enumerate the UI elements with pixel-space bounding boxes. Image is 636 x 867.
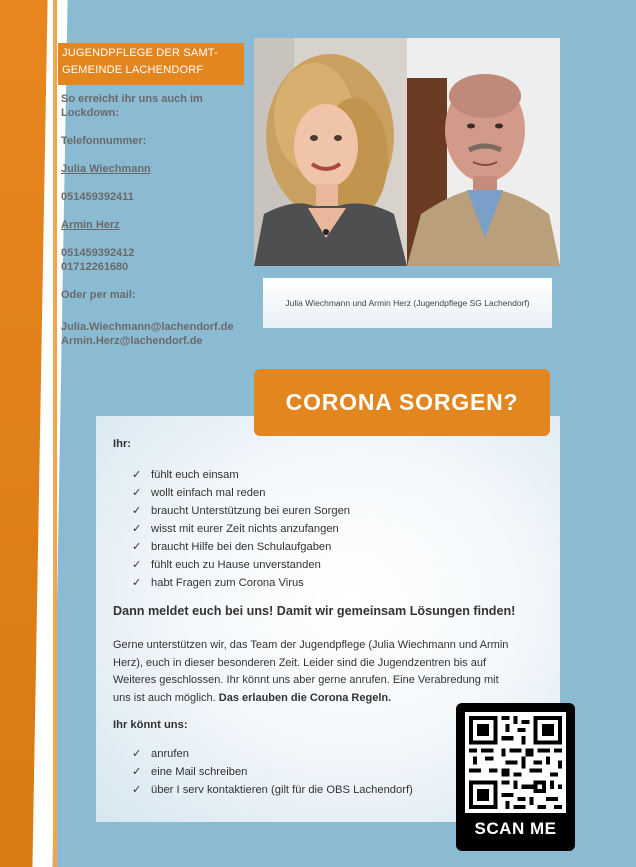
callout: Dann meldet euch bei uns! Damit wir gemeinsam Lösungen finden! [113,604,516,618]
qr-code[interactable] [456,703,575,851]
list-item-label: fühlt euch zu Hause unverstanden [151,559,321,571]
person2-phone-1: 051459392412 [61,247,135,259]
person2-name: Armin Herz [61,219,120,231]
qr-label: SCAN ME [474,819,557,838]
checkmark-icon: ✓ [132,577,142,589]
checkmark-icon: ✓ [132,748,142,760]
contact-intro-2: Lockdown: [61,107,120,119]
checkmark-icon: ✓ [132,469,142,481]
list-item [132,538,350,556]
photo-armin-image [407,38,560,266]
list-item [132,763,413,781]
paragraph-line-2: Herz), euch in dieser besonderen Zeit. Leider sind die Jugendzentren bis auf [113,656,487,669]
left-thin-stripe [53,0,57,867]
list-item [132,781,413,799]
page-title: CORONA SORGEN? [254,369,550,436]
paragraph-line-4-plain: uns ist auch möglich. [113,691,219,704]
checkmark-icon: ✓ [132,784,142,796]
checkmark-icon: ✓ [132,487,142,499]
list-item [132,574,350,592]
list-item [132,745,413,763]
photo-julia [254,38,407,266]
list-item-label: wollt einfach mal reden [151,487,266,499]
list-item-label: braucht Unterstützung bei euren Sorgen [151,505,351,517]
photo-caption: Julia Wiechmann und Armin Herz (Jugendpflege SG Lachendorf) [263,278,552,328]
person1-phone: 051459392411 [61,191,134,203]
person2-phone-2: 01712261680 [61,261,129,273]
mail-2[interactable]: Armin.Herz@lachendorf.de [61,335,203,347]
section2-heading: Ihr könnt uns: [113,719,188,731]
list-item-label: habt Fragen zum Corona Virus [151,577,304,589]
list-item [132,502,350,520]
paragraph [113,637,553,707]
checkmark-icon: ✓ [132,559,142,571]
paragraph-line-4-bold: Das erlauben die Corona Regeln. [218,691,392,704]
list-item [132,484,350,502]
paragraph-line-3: Weiteres geschlossen. Ihr könnt uns aber gerne anrufen. Eine Verabredung mit [113,674,499,686]
photo-armin [407,38,560,266]
photo-julia-image [254,38,407,266]
section1-list [132,466,350,592]
list-item-label: eine Mail schreiben [151,766,248,778]
paragraph-line-1: Gerne unterstützen wir, das Team der Jugendpflege (Julia Wiechmann und Armin [113,639,509,651]
org-line-2: GEMEINDE LACHENDORF [62,64,204,76]
checkmark-icon: ✓ [132,523,142,535]
list-item-label: anrufen [151,748,189,760]
checkmark-icon: ✓ [132,541,142,553]
list-item [132,520,350,538]
qr-code-pattern [465,712,566,813]
checkmark-icon: ✓ [132,766,142,778]
list-item-label: über I serv kontaktieren (gilt für die OBS Lachendorf) [151,784,413,796]
contact-intro-1: So erreicht ihr uns auch im [61,93,203,105]
phone-label: Telefonnummer: [61,135,147,147]
list-item-label: wisst mit eurer Zeit nichts anzufangen [151,523,339,535]
qr-icon [465,712,566,813]
mail-label: Oder per mail: [61,289,136,301]
list-item-label: fühlt euch einsam [151,469,239,481]
list-item-label: braucht Hilfe bei den Schulaufgaben [151,541,332,553]
org-header [58,43,244,85]
section2-list [132,745,413,799]
mail-1[interactable]: Julia.Wiechmann@lachendorf.de [61,321,234,333]
person1-name: Julia Wiechmann [61,163,151,175]
list-item [132,466,350,484]
checkmark-icon: ✓ [132,505,142,517]
list-item [132,556,350,574]
section1-heading: Ihr: [113,438,132,450]
contact-block [61,92,251,348]
org-line-1: JUGENDPFLEGE DER SAMT- [62,47,218,59]
